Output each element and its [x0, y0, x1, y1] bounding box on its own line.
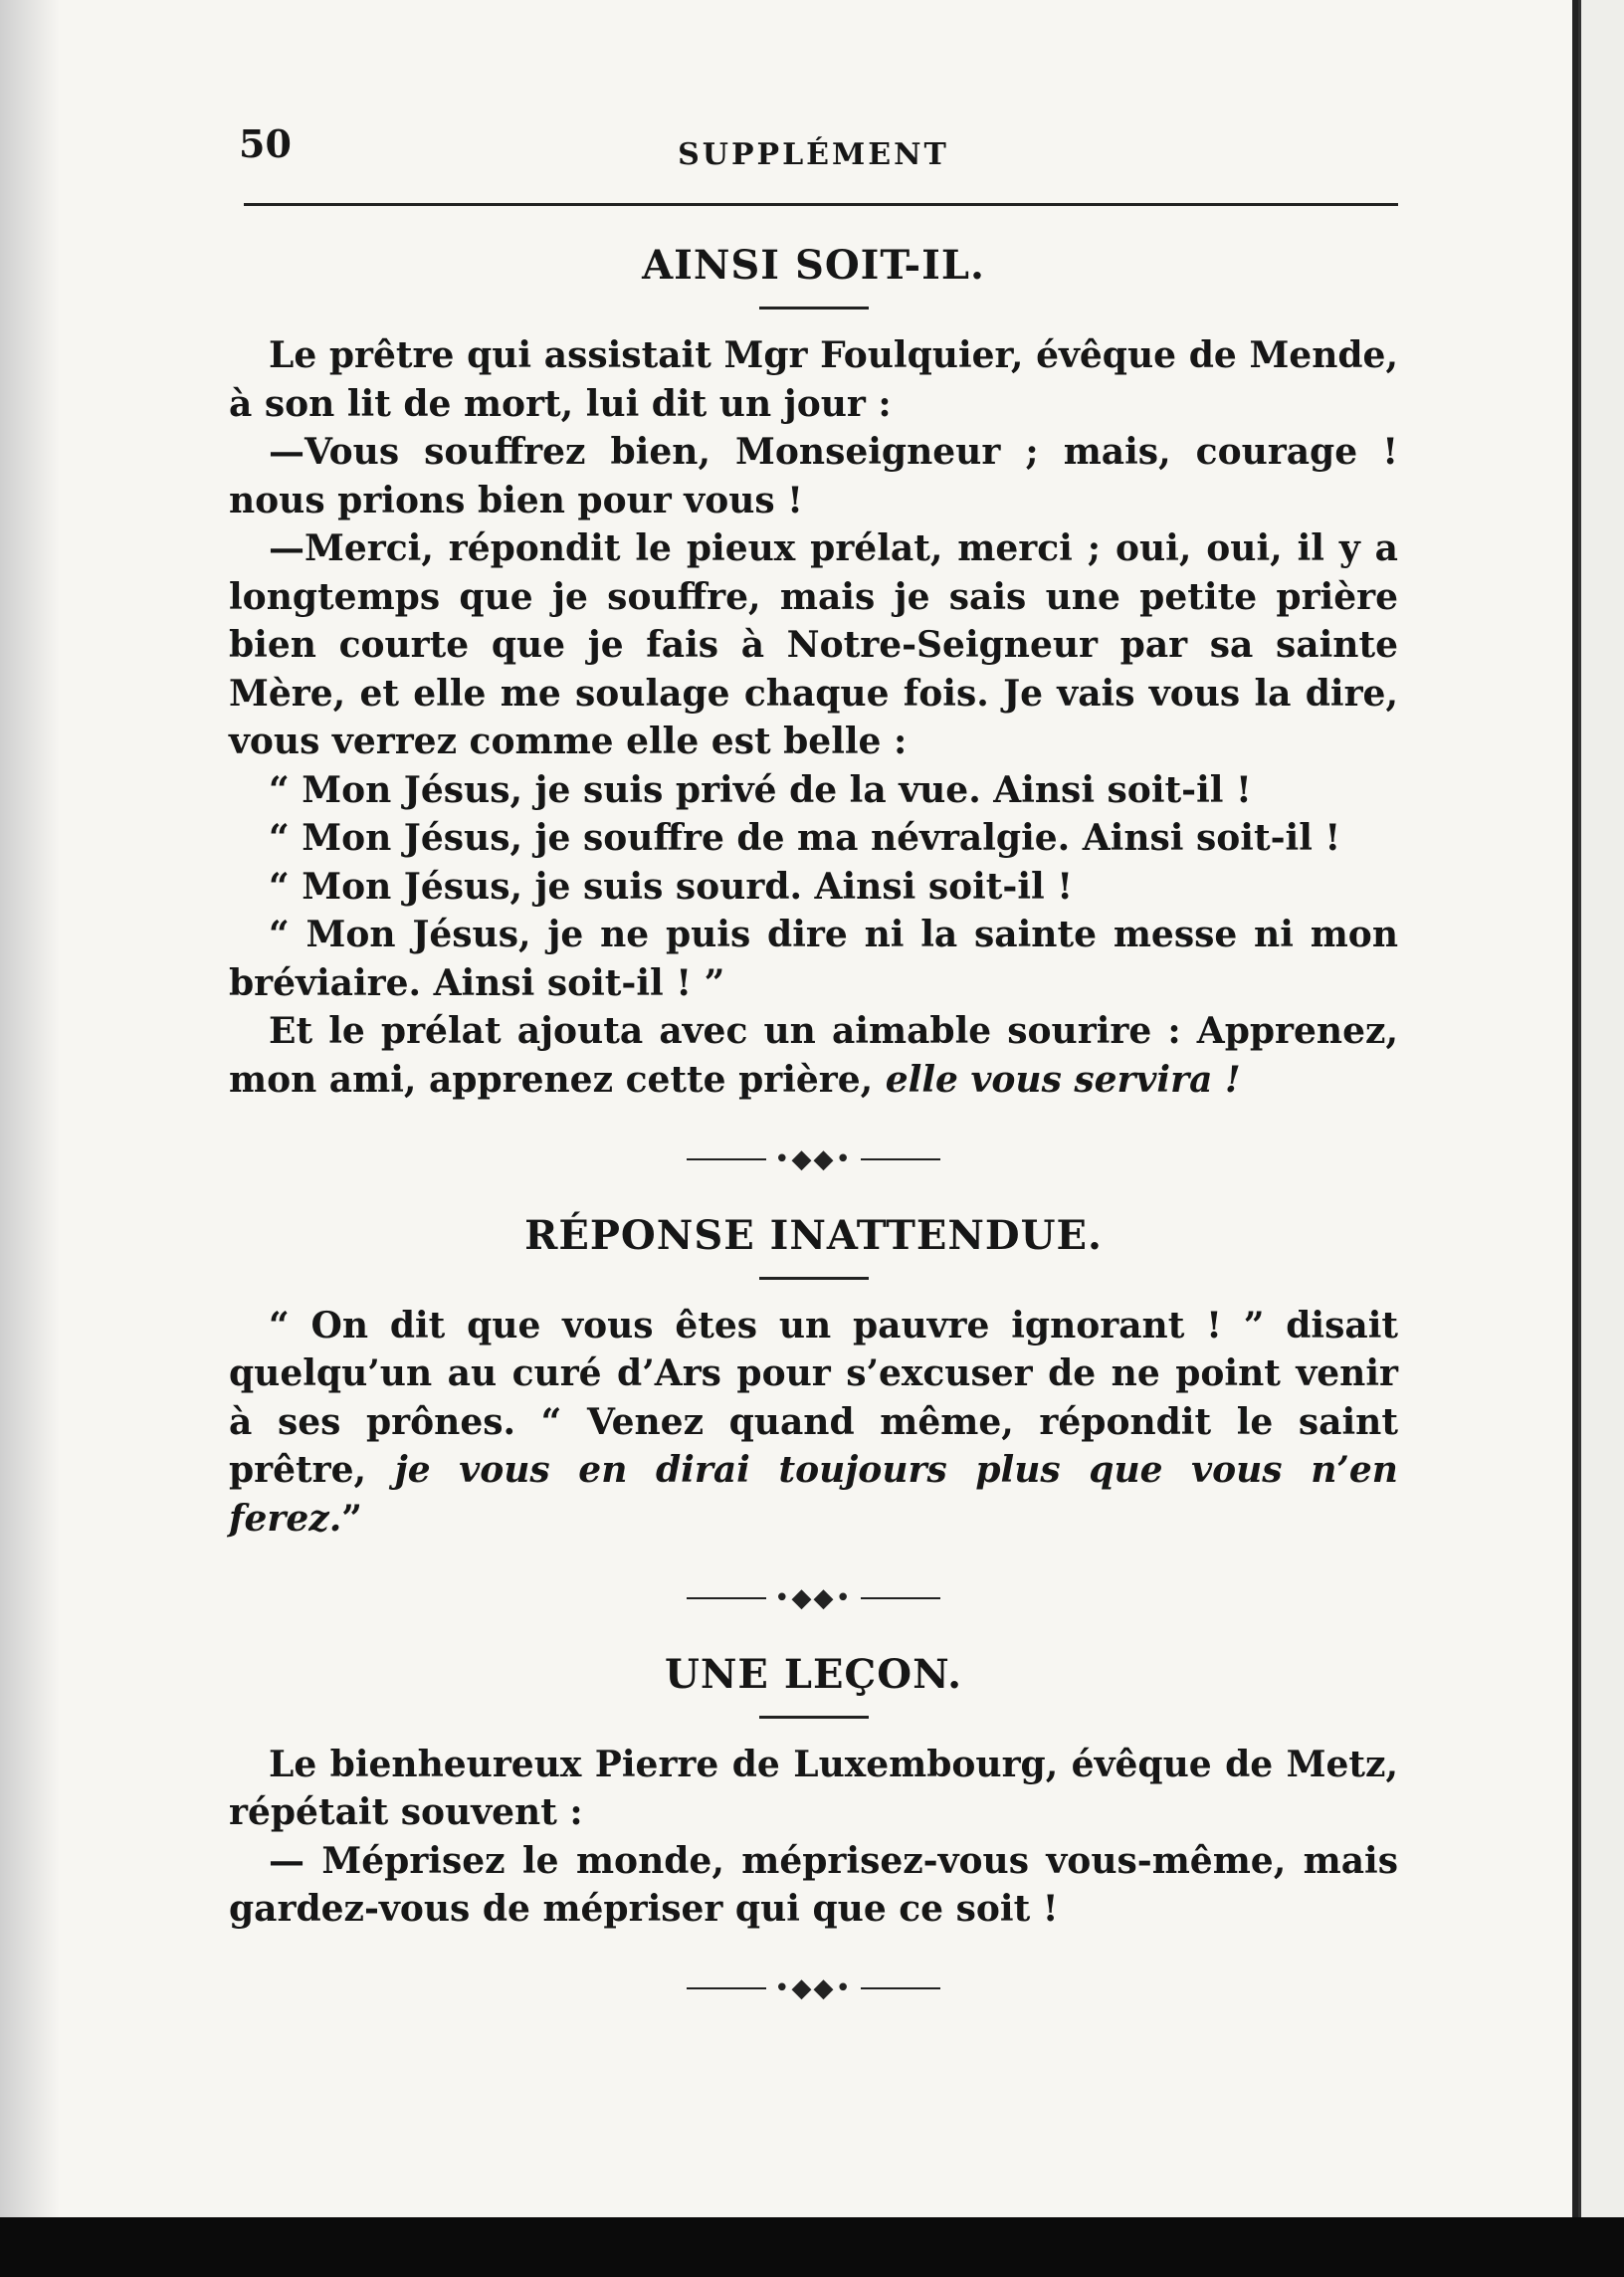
paragraph: — Méprisez le monde, méprisez-vous vous-même, mais gardez-vous de mépriser qui que ce soit !	[229, 1839, 1398, 1930]
ornament-diamond-icon: •◆◆•	[774, 1582, 853, 1613]
paragraph: “ Mon Jésus, je ne puis dire ni la sainte messe ni mon bréviaire. Ainsi soit-il ! ”	[229, 914, 1398, 1004]
paragraph: Le prêtre qui assistait Mgr Foulquier, évêque de Mende, à son lit de mort, lui dit un jour :	[229, 334, 1398, 425]
ornament-line	[687, 1987, 766, 1989]
section-title-ainsi-soit-il: AINSI SOIT-IL.	[642, 242, 985, 289]
paragraph: “ Mon Jésus, je souffre de ma névralgie. Ainsi soit-il !	[269, 817, 1341, 859]
ornament-diamond-icon: •◆◆•	[774, 1143, 853, 1174]
ornament-line	[861, 1987, 940, 1989]
ornament-line	[687, 1597, 766, 1599]
title-rule	[759, 1277, 869, 1280]
title-rule	[759, 1716, 869, 1719]
closing-quote: ”	[341, 1497, 362, 1540]
ornament-diamond-icon: •◆◆•	[774, 1973, 853, 2003]
paragraph: “ Mon Jésus, je suis sourd. Ainsi soit-il !	[269, 865, 1074, 908]
paragraph: —Merci, répondit le pieux prélat, merci ; oui, oui, il y a longtemps que je souffre, mais je sais une petite prière bien courte que je fais à Notre-Seigneur par sa sainte Mère, et elle me soulage chaque fois. Je vais vous la dire, vous verrez comme elle est belle :	[229, 527, 1398, 762]
closing-italic: elle vous servira !	[885, 1058, 1241, 1101]
paragraph	[229, 1007, 1398, 1104]
paragraph	[229, 1302, 1398, 1544]
paragraph: —Vous souffrez bien, Monseigneur ; mais, courage ! nous prions bien pour vous !	[229, 431, 1398, 521]
page-gutter-shadow	[0, 0, 60, 2217]
ornament-line	[687, 1158, 766, 1160]
paragraph-italic: je vous en dirai toujours plus que vous n’en ferez.	[229, 1449, 1398, 1540]
running-head	[229, 109, 1398, 179]
running-title: SUPPLÉMENT	[678, 137, 949, 172]
closing-text: Et le prélat ajouta avec un aimable sourire : Apprenez, mon ami, apprenez cette prière,	[229, 1010, 1398, 1101]
section-ornament	[229, 1973, 1398, 2004]
header-rule	[244, 203, 1398, 206]
page-number: 50	[239, 121, 292, 166]
paragraph: “ Mon Jésus, je suis privé de la vue. Ainsi soit-il !	[269, 768, 1252, 811]
ornament-line	[861, 1158, 940, 1160]
page-content	[229, 109, 1398, 2041]
section-ornament	[229, 1143, 1398, 1174]
section-title-une-lecon: UNE LEÇON.	[664, 1650, 963, 1698]
section-ornament	[229, 1582, 1398, 1613]
paragraph: Le bienheureux Pierre de Luxembourg, évêque de Metz, répétait souvent :	[229, 1743, 1398, 1833]
ornament-line	[861, 1597, 940, 1599]
scan-bottom-border	[0, 2217, 1624, 2277]
adjacent-page-edge	[1578, 0, 1624, 2217]
title-rule	[759, 307, 869, 310]
paragraph-text: “ On dit que vous êtes un pauvre ignorant ! ” disait quelqu’un au curé d’Ars pour s’excuser de ne point venir à ses prônes. “ Venez quand même, répondit le saint prêtre,	[229, 1304, 1398, 1491]
section-title-reponse-inattendue: RÉPONSE INATTENDUE.	[524, 1211, 1103, 1259]
